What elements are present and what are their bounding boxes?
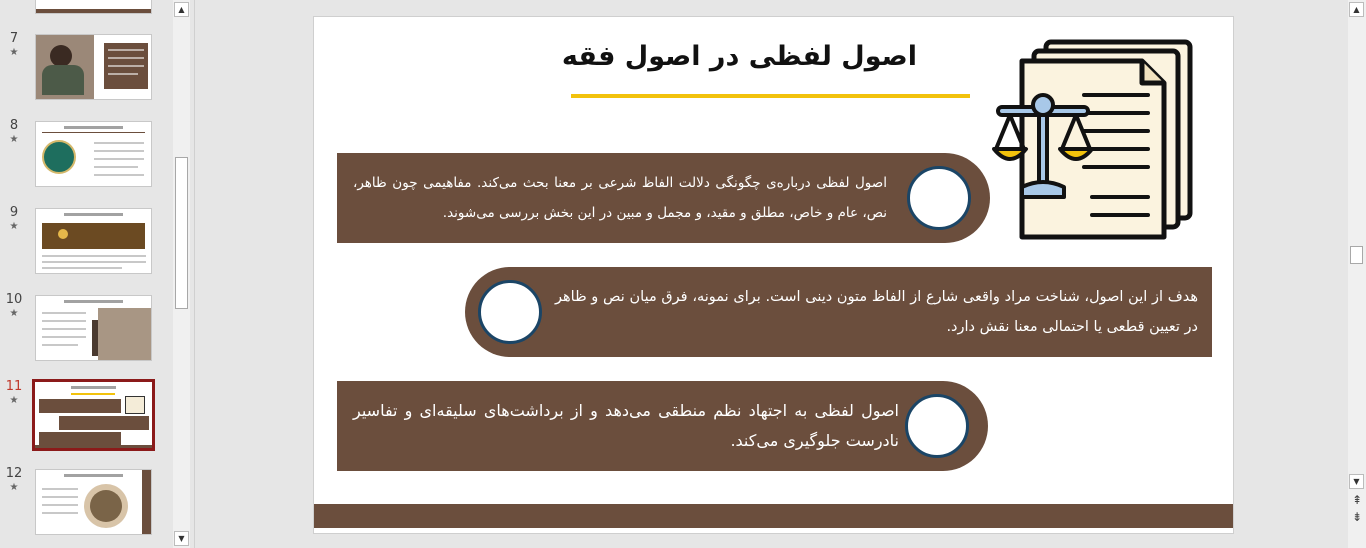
slide-thumbnail-7[interactable] bbox=[35, 34, 152, 100]
point-3-banner[interactable] bbox=[337, 381, 988, 471]
slide-number-11: 11 bbox=[5, 379, 23, 394]
previous-slide-button[interactable]: ⇞ bbox=[1351, 493, 1363, 507]
transition-star-icon: ★ bbox=[9, 221, 19, 232]
slide-number-12: 12 bbox=[5, 466, 23, 481]
point-3-text: اصول لفظی به اجتهاد نظم منطقی می‌دهد و از برداشت‌های سلیقه‌ای و تفاسیر نادرست جلوگیری می‌کند. bbox=[353, 401, 899, 450]
transition-star-icon: ★ bbox=[9, 308, 19, 319]
thumbnails-scrollbar[interactable] bbox=[173, 0, 190, 548]
slide-bottom-band bbox=[314, 504, 1233, 528]
transition-star-icon: ★ bbox=[9, 47, 19, 58]
slide-number-8: 8 bbox=[9, 118, 19, 133]
slide-thumbnail-10[interactable] bbox=[35, 295, 152, 361]
point-2-circle-icon bbox=[478, 280, 542, 344]
editor-scrollbar[interactable] bbox=[1348, 0, 1366, 548]
point-3-circle-icon bbox=[905, 394, 969, 458]
transition-star-icon: ★ bbox=[9, 482, 19, 493]
slide-thumbnail-11[interactable] bbox=[32, 379, 155, 451]
scroll-up-button[interactable]: ▲ bbox=[174, 2, 189, 17]
point-2-text: هدف از این اصول، شناخت مراد واقعی شارع از الفاظ متون دینی است. برای نمونه، فرق میان نص و ظاهر در تعیین قطعی یا احتمالی معنا نقش دارد. bbox=[555, 289, 1198, 335]
scroll-up-button[interactable]: ▲ bbox=[1349, 2, 1364, 17]
slide-number-7: 7 bbox=[9, 31, 19, 46]
slide-number-10: 10 bbox=[5, 292, 23, 307]
point-1-banner[interactable] bbox=[337, 153, 990, 243]
slide-thumbnail-6[interactable] bbox=[35, 0, 152, 14]
point-1-text: اصول لفظی درباره‌ی چگونگی دلالت الفاظ شرعی بر معنا بحث می‌کند. مفاهیمی چون ظاهر، نص، عام و خاص، مطلق و مقید، و مجمل و مبین در این بخش بررسی می‌شوند. bbox=[353, 175, 887, 221]
point-2-banner[interactable] bbox=[465, 267, 1212, 357]
title-underline bbox=[571, 94, 970, 98]
slide-number-9: 9 bbox=[9, 205, 19, 220]
scrollbar-thumb[interactable] bbox=[1350, 246, 1363, 264]
documents-with-balance-scale-icon[interactable] bbox=[992, 37, 1197, 242]
transition-star-icon: ★ bbox=[9, 134, 19, 145]
slide-thumbnail-9[interactable] bbox=[35, 208, 152, 274]
slide-thumbnails-panel bbox=[0, 0, 172, 548]
scroll-down-button[interactable]: ▼ bbox=[1349, 474, 1364, 489]
scrollbar-thumb[interactable] bbox=[175, 157, 188, 309]
next-slide-button[interactable]: ⇟ bbox=[1351, 510, 1363, 524]
slide-thumbnail-8[interactable] bbox=[35, 121, 152, 187]
point-1-circle-icon bbox=[907, 166, 971, 230]
scroll-down-button[interactable]: ▼ bbox=[174, 531, 189, 546]
transition-star-icon: ★ bbox=[9, 395, 19, 406]
slide-title[interactable]: اصول لفظی در اصول فقه bbox=[561, 41, 917, 72]
slide-thumbnail-12[interactable] bbox=[35, 469, 152, 535]
slide-canvas[interactable] bbox=[313, 16, 1234, 534]
